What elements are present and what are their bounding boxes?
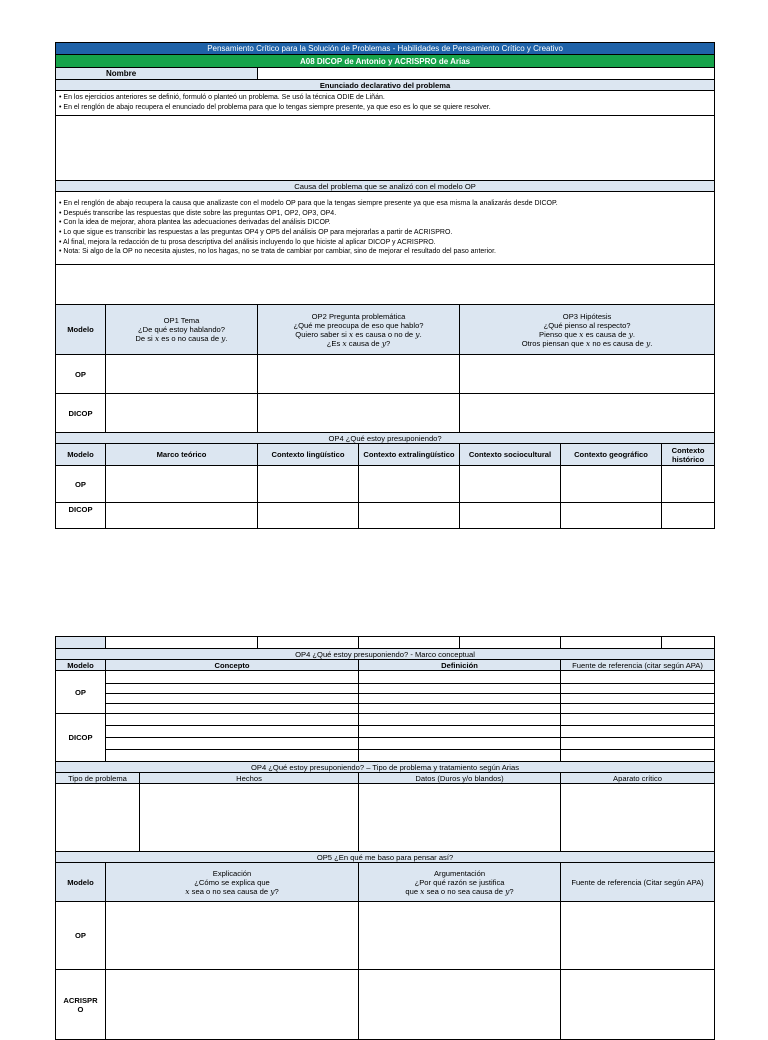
instruction-item: • Lo que sigue es transcribir las respuestas a las preguntas OP4 y OP5 del análisis OP para mejorarlas a partir de ACRISPRO.	[59, 229, 453, 236]
op5-title: OP5 ¿En qué me baso para pensar así?	[56, 852, 715, 863]
section-title-cause: Causa del problema que se analizó con el modelo OP	[56, 181, 715, 192]
op4-col-marco-teorico: Marco teórico	[106, 444, 258, 466]
op1-header	[106, 305, 258, 355]
tp-col-aparato: Aparato crítico	[561, 773, 715, 784]
tp-col-hechos: Hechos	[140, 773, 359, 784]
row-label-acrispro: ACRISPR O	[56, 970, 106, 1040]
problem-statement-input-cell[interactable]	[56, 116, 715, 181]
mc-concepto-cell[interactable]	[106, 714, 359, 726]
op4-op-cell[interactable]	[561, 466, 662, 503]
op5-explicacion-acrispro-cell[interactable]	[106, 970, 359, 1040]
instruction-item: • Con la idea de mejorar, ahora plantea las adecuaciones derivadas del análisis DICOP.	[59, 219, 331, 227]
continuation-cell[interactable]	[258, 637, 359, 649]
op3-op-cell[interactable]	[460, 355, 715, 394]
op3-question: ¿Qué pienso al respecto?	[543, 320, 631, 330]
op4-op-cell[interactable]	[460, 466, 561, 503]
op4-dicop-cell[interactable]	[561, 503, 662, 529]
row-label-dicop: DICOP	[56, 394, 106, 433]
mc-col-definicion: Definición	[359, 660, 561, 671]
continuation-cell	[56, 637, 106, 649]
row-label-op: OP	[56, 355, 106, 394]
op5-argumentacion-question: ¿Por qué razón se justifica	[414, 877, 505, 887]
op4-dicop-cell[interactable]	[258, 503, 359, 529]
op5-fuente-op-cell[interactable]	[561, 902, 715, 970]
worksheet-page-1	[55, 42, 714, 529]
op4-col-contexto-historico: Contexto histórico	[662, 444, 715, 466]
op1-op-cell[interactable]	[106, 355, 258, 394]
op5-argumentacion-op-cell[interactable]	[359, 902, 561, 970]
continuation-cell[interactable]	[106, 637, 258, 649]
mc-fuente-cell[interactable]	[561, 738, 715, 750]
mc-fuente-cell[interactable]	[561, 750, 715, 762]
op1-title: OP1 Tema	[163, 316, 200, 325]
mc-definicion-cell[interactable]	[359, 671, 561, 684]
op2-header	[258, 305, 460, 355]
op5-col-fuente: Fuente de referencia (Citar según APA)	[561, 863, 715, 902]
mc-fuente-cell[interactable]	[561, 684, 715, 694]
instruction-item: • En el renglón de abajo recupera el enunciado del problema para que lo tengas siempre presente, ya que eso es lo que se quiere resolver.	[59, 104, 491, 111]
mc-definicion-cell[interactable]	[359, 704, 561, 714]
op4-dicop-cell[interactable]	[359, 503, 460, 529]
op5-explicacion-title: Explicación	[212, 868, 252, 878]
continuation-cell[interactable]	[460, 637, 561, 649]
mc-fuente-cell[interactable]	[561, 726, 715, 738]
op5-argumentacion-acrispro-cell[interactable]	[359, 970, 561, 1040]
mc-fuente-cell[interactable]	[561, 704, 715, 714]
instruction-item: • Al final, mejora la redacción de tu prosa descriptiva del análisis incluyendo lo que hiciste al aplicar DICOP y ACRISPRO.	[59, 238, 436, 246]
op1-question: ¿De qué estoy hablando?	[138, 325, 225, 334]
mc-definicion-cell[interactable]	[359, 714, 561, 726]
op3-detail-others: Otros piensan que x no es causa de y.	[521, 338, 653, 348]
op4-title: OP4 ¿Qué estoy presuponiendo?	[56, 433, 715, 444]
op2-dicop-cell[interactable]	[258, 394, 460, 433]
op5-argumentacion-detail: que x sea o no sea causa de y?	[405, 886, 514, 896]
op4-col-contexto-linguistico: Contexto lingüístico	[258, 444, 359, 466]
mc-definicion-cell[interactable]	[359, 750, 561, 762]
marco-conceptual-title: OP4 ¿Qué estoy presuponiendo? - Marco conceptual	[56, 649, 715, 660]
activity-subtitle: A08 DICOP de Antonio y ACRISPRO de Arias	[56, 55, 715, 68]
row-label-dicop: DICOP	[56, 714, 106, 762]
row-label-op: OP	[56, 466, 106, 503]
worksheet-table-2	[55, 636, 715, 1040]
row-label-op: OP	[56, 671, 106, 714]
tp-hechos-cell[interactable]	[140, 784, 359, 852]
op1-dicop-cell[interactable]	[106, 394, 258, 433]
op4-col-contexto-geografico: Contexto geográfico	[561, 444, 662, 466]
tipo-problema-title: OP4 ¿Qué estoy presuponiendo? – Tipo de problema y tratamiento según Arias	[56, 762, 715, 773]
op5-explicacion-question: ¿Cómo se explica que	[194, 877, 270, 887]
op4-op-cell[interactable]	[106, 466, 258, 503]
op4-dicop-cell[interactable]	[460, 503, 561, 529]
op4-col-contexto-sociocultural: Contexto sociocultural	[460, 444, 561, 466]
op4-dicop-cell[interactable]	[662, 503, 715, 529]
mc-concepto-cell[interactable]	[106, 671, 359, 684]
modelo-header: Modelo	[56, 305, 106, 355]
problem-statement-instructions	[56, 91, 715, 116]
op4-col-modelo: Modelo	[56, 444, 106, 466]
tp-col-tipo: Tipo de problema	[56, 773, 140, 784]
continuation-cell[interactable]	[359, 637, 460, 649]
mc-concepto-cell[interactable]	[106, 738, 359, 750]
mc-concepto-cell[interactable]	[106, 704, 359, 714]
op3-detail: Pienso que x es causa de y.	[539, 329, 636, 339]
mc-col-modelo: Modelo	[56, 660, 106, 671]
op5-explicacion-detail: x sea o no sea causa de y?	[185, 886, 279, 896]
instruction-item: • Después transcribe las respuestas que diste sobre las preguntas OP1, OP2, OP3, OP4.	[59, 209, 337, 217]
op5-col-argumentacion	[359, 863, 561, 902]
page-title: Pensamiento Crítico para la Solución de Problemas - Habilidades de Pensamiento Crítico y Creativo	[56, 43, 715, 55]
op5-explicacion-op-cell[interactable]	[106, 902, 359, 970]
op2-op-cell[interactable]	[258, 355, 460, 394]
op5-col-explicacion	[106, 863, 359, 902]
op2-detail: Quiero saber si x es causa o no de y.	[295, 329, 422, 339]
mc-col-concepto: Concepto	[106, 660, 359, 671]
op2-question: ¿Qué me preocupa de eso que hablo?	[293, 320, 424, 330]
mc-definicion-cell[interactable]	[359, 684, 561, 694]
worksheet-table-1	[55, 42, 715, 529]
op4-op-cell[interactable]	[258, 466, 359, 503]
mc-definicion-cell[interactable]	[359, 738, 561, 750]
tp-tipo-cell[interactable]	[56, 784, 140, 852]
op5-fuente-acrispro-cell[interactable]	[561, 970, 715, 1040]
row-label-op: OP	[56, 902, 106, 970]
worksheet-page-2	[55, 636, 714, 1040]
op4-col-contexto-extralinguistico: Contexto extralingüístico	[359, 444, 460, 466]
instruction-item: • En el renglón de abajo recupera la causa que analizaste con el modelo OP para que la tengas siempre presente ya que esa misma la analizarás desde DICOP.	[59, 200, 558, 208]
instruction-item: • Nota: Si algo de la OP no necesita ajustes, no los hagas, no se trata de cambiar por cambiar, sino de mejorar el resultado del paso anterior.	[59, 248, 496, 256]
cause-input-cell[interactable]	[56, 265, 715, 305]
mc-definicion-cell[interactable]	[359, 726, 561, 738]
mc-concepto-cell[interactable]	[106, 684, 359, 694]
mc-fuente-cell[interactable]	[561, 671, 715, 684]
op4-op-cell[interactable]	[662, 466, 715, 503]
continuation-cell[interactable]	[561, 637, 662, 649]
op3-header	[460, 305, 715, 355]
row-label-dicop: DICOP	[56, 503, 106, 529]
mc-concepto-cell[interactable]	[106, 750, 359, 762]
op5-argumentacion-title: Argumentación	[433, 868, 486, 878]
mc-fuente-cell[interactable]	[561, 694, 715, 704]
tp-datos-cell[interactable]	[359, 784, 561, 852]
op4-dicop-cell[interactable]	[106, 503, 258, 529]
tp-aparato-cell[interactable]	[561, 784, 715, 852]
mc-concepto-cell[interactable]	[106, 726, 359, 738]
cause-instructions	[56, 192, 715, 265]
op2-detail-question: ¿Es x causa de y?	[326, 338, 391, 348]
name-input-cell[interactable]	[258, 68, 715, 80]
op1-detail: De si x es o no causa de y.	[135, 334, 228, 343]
op5-col-modelo: Modelo	[56, 863, 106, 902]
op3-dicop-cell[interactable]	[460, 394, 715, 433]
mc-col-fuente: Fuente de referencia (citar según APA)	[561, 660, 715, 671]
mc-concepto-cell[interactable]	[106, 694, 359, 704]
op3-title: OP3 Hipótesis	[562, 311, 612, 321]
continuation-cell[interactable]	[662, 637, 715, 649]
op2-title: OP2 Pregunta problemática	[311, 311, 406, 321]
mc-definicion-cell[interactable]	[359, 694, 561, 704]
op4-op-cell[interactable]	[359, 466, 460, 503]
tp-col-datos: Datos (Duros y/o blandos)	[359, 773, 561, 784]
instruction-item: • En los ejercicios anteriores se definió, formuló o planteó un problema. Se usó la técnica ODIE de Liñán.	[59, 94, 385, 102]
mc-fuente-cell[interactable]	[561, 714, 715, 726]
name-label: Nombre	[56, 68, 258, 80]
section-title-problem-statement: Enunciado declarativo del problema	[56, 80, 715, 91]
